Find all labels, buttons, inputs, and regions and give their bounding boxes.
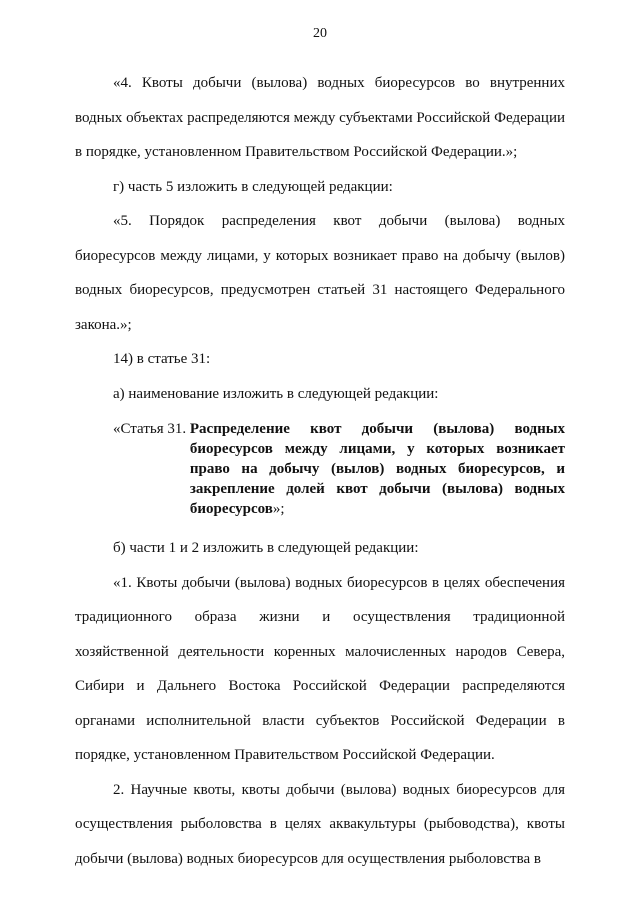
paragraph-part-1: «1. Квоты добычи (вылова) водных биоресурсов в целях обеспечения традиционного образа жизни и осуществления традиционной хозяйственной деятельности коренных малочисленных народов Севера, Сибири и Дальнего Востока Российской Федерации распределяются органами исполнительной власти субъектов Российской Федерации в порядке, установленном Правительством Российской Федерации. — [75, 574, 565, 763]
article-title: Распределение квот добычи (вылова) водных биоресурсов между лицами, у которых возникает право на добычу (вылов) водных биоресурсов, и закрепление долей квот добычи (вылова) водных биоресурсов — [189, 421, 565, 517]
article-31-heading — [75, 419, 565, 519]
paragraph-quota-inland-waters: «4. Квоты добычи (вылова) водных биоресурсов во внутренних водных объектах распределяются между субъектами Российской Федерации в порядке, установленном Правительством Российской Федерации.»; — [75, 75, 565, 160]
paragraph-item-14: 14) в статье 31: — [113, 351, 211, 367]
document-body — [75, 66, 565, 876]
paragraph-item-g: г) часть 5 изложить в следующей редакции: — [113, 178, 393, 195]
paragraph-item-a: а) наименование изложить в следующей редакции: — [113, 385, 439, 402]
page-number: 20 — [313, 26, 327, 41]
article-title-block — [190, 419, 565, 519]
article-number: «Статья 31. — [113, 421, 190, 437]
article-title-suffix: »; — [272, 501, 285, 517]
paragraph-part-2: 2. Научные квоты, квоты добычи (вылова) водных биоресурсов для осуществления рыболовства в целях аквакультуры (рыбоводства), квоты добычи (вылова) водных биоресурсов для осуществления рыболовства в — [75, 781, 565, 867]
paragraph-part-5: «5. Порядок распределения квот добычи (вылова) водных биоресурсов между лицами, у которых возникает право на добычу (вылов) водных биоресурсов, предусмотрен статьей 31 настоящего Федерального закона.»; — [75, 213, 565, 333]
paragraph-item-b: б) части 1 и 2 изложить в следующей редакции: — [113, 540, 419, 556]
